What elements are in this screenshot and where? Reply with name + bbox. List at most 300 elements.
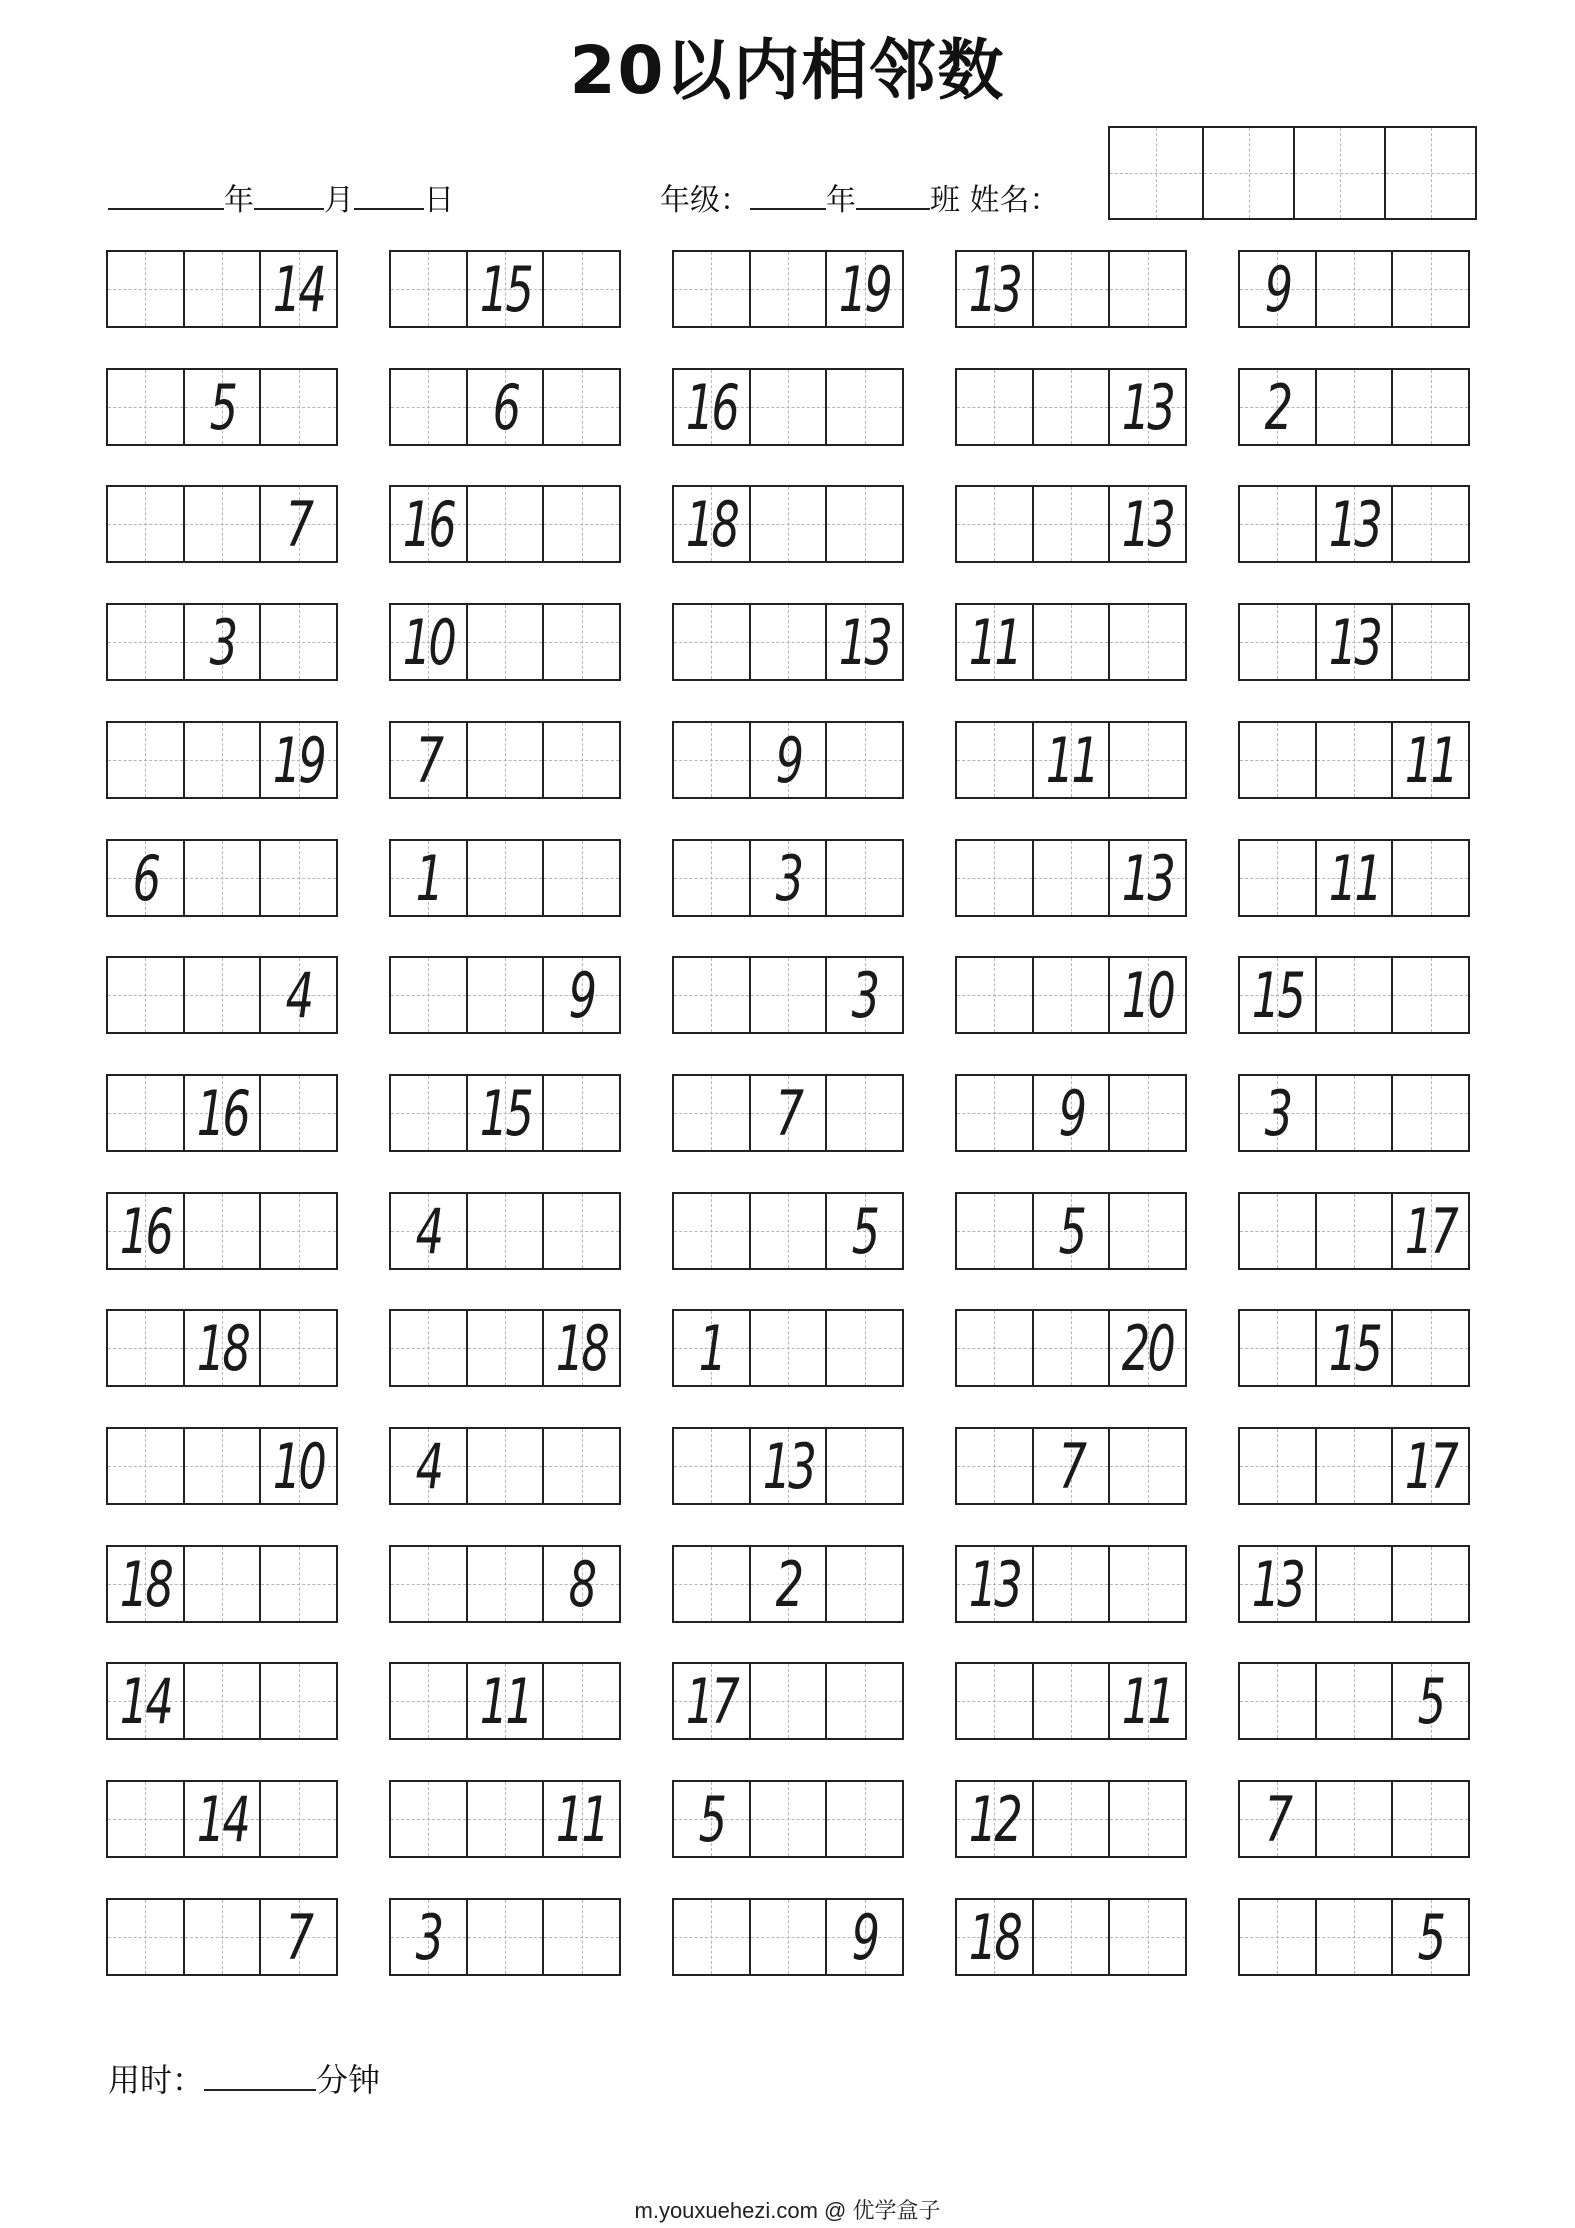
given-number-cell (957, 1547, 1032, 1621)
answer-cell[interactable] (674, 1194, 749, 1268)
answer-cell[interactable] (108, 370, 183, 444)
answer-cell[interactable] (391, 1076, 466, 1150)
name-cell[interactable] (1293, 128, 1384, 218)
adjacent-number-box (672, 368, 904, 446)
adjacent-number-box (106, 1545, 338, 1623)
answer-cell[interactable] (674, 1429, 749, 1503)
answer-cell[interactable] (825, 1782, 902, 1856)
given-number-cell (957, 1782, 1032, 1856)
answer-cell[interactable] (542, 1664, 619, 1738)
answer-cell[interactable] (183, 841, 260, 915)
answer-cell[interactable] (1108, 252, 1185, 326)
answer-cell[interactable] (466, 1547, 543, 1621)
answer-cell[interactable] (1108, 723, 1185, 797)
answer-cell[interactable] (1391, 370, 1468, 444)
given-number-cell (391, 487, 466, 561)
adjacent-number-box (672, 1545, 904, 1623)
given-number-cell (825, 958, 902, 1032)
adjacent-number-box (672, 603, 904, 681)
given-number-cell (259, 958, 336, 1032)
given-number-cell (391, 1900, 466, 1974)
answer-cell[interactable] (1108, 1547, 1185, 1621)
given-number: 11 (1405, 723, 1457, 797)
answer-cell[interactable] (466, 1900, 543, 1974)
given-number-cell (183, 1311, 260, 1385)
answer-cell[interactable] (542, 1900, 619, 1974)
answer-cell[interactable] (466, 1194, 543, 1268)
adjacent-number-box (389, 1074, 621, 1152)
answer-cell[interactable] (1391, 1076, 1468, 1150)
answer-cell[interactable] (1391, 958, 1468, 1032)
given-number: 10 (1122, 958, 1174, 1032)
given-number-cell (542, 958, 619, 1032)
adjacent-number-box (106, 1192, 338, 1270)
adjacent-number-box (106, 1074, 338, 1152)
given-number: 15 (1328, 1311, 1380, 1385)
answer-cell[interactable] (1391, 487, 1468, 561)
answer-cell[interactable] (1315, 1664, 1392, 1738)
answer-cell[interactable] (183, 723, 260, 797)
given-number: 15 (1251, 958, 1303, 1032)
answer-cell[interactable] (1391, 1311, 1468, 1385)
adjacent-number-box (389, 1427, 621, 1505)
name-cell[interactable] (1384, 128, 1475, 218)
answer-cell[interactable] (183, 1900, 260, 1974)
given-number-cell (1391, 1429, 1468, 1503)
given-number: 7 (1058, 1429, 1084, 1503)
given-number-cell (542, 1311, 619, 1385)
given-number: 13 (1122, 841, 1174, 915)
given-number-cell (825, 605, 902, 679)
given-number-cell (749, 723, 826, 797)
given-number-cell (183, 605, 260, 679)
answer-cell[interactable] (674, 605, 749, 679)
adjacent-number-box (1238, 839, 1470, 917)
given-number-cell (1108, 370, 1185, 444)
name-cell[interactable] (1202, 128, 1293, 218)
answer-cell[interactable] (1315, 252, 1392, 326)
given-number: 5 (1058, 1194, 1084, 1268)
answer-cell[interactable] (1315, 1782, 1392, 1856)
answer-cell[interactable] (674, 1900, 749, 1974)
adjacent-number-box (106, 603, 338, 681)
adjacent-number-box (955, 485, 1187, 563)
year-label: 年 (224, 183, 254, 218)
given-number-cell (749, 1076, 826, 1150)
answer-cell[interactable] (183, 1547, 260, 1621)
answer-cell[interactable] (391, 958, 466, 1032)
given-number-cell (957, 1900, 1032, 1974)
answer-cell[interactable] (749, 487, 826, 561)
answer-cell[interactable] (957, 958, 1032, 1032)
answer-cell[interactable] (542, 370, 619, 444)
adjacent-number-box (389, 1780, 621, 1858)
answer-cell[interactable] (542, 841, 619, 915)
adjacent-number-box (955, 603, 1187, 681)
answer-cell[interactable] (1032, 1664, 1109, 1738)
adjacent-number-box (1238, 1074, 1470, 1152)
given-number: 14 (119, 1664, 171, 1738)
grade-blank[interactable] (750, 182, 826, 210)
answer-cell[interactable] (542, 1429, 619, 1503)
given-number: 16 (685, 370, 737, 444)
given-number-cell (1391, 723, 1468, 797)
adjacent-number-box (672, 721, 904, 799)
given-number: 11 (479, 1664, 531, 1738)
answer-cell[interactable] (1032, 1311, 1109, 1385)
answer-cell[interactable] (1032, 1547, 1109, 1621)
given-number: 9 (1058, 1076, 1084, 1150)
answer-cell[interactable] (183, 252, 260, 326)
answer-cell[interactable] (1315, 370, 1392, 444)
answer-cell[interactable] (674, 841, 749, 915)
answer-cell[interactable] (466, 723, 543, 797)
answer-cell[interactable] (108, 1311, 183, 1385)
given-number: 5 (851, 1194, 878, 1268)
adjacent-number-box (1238, 250, 1470, 328)
answer-cell[interactable] (674, 1547, 749, 1621)
answer-cell[interactable] (183, 487, 260, 561)
given-number-cell (108, 841, 183, 915)
given-number: 18 (556, 1311, 608, 1385)
adjacent-number-box (955, 1780, 1187, 1858)
answer-cell[interactable] (674, 723, 749, 797)
answer-cell[interactable] (259, 1311, 336, 1385)
answer-cell[interactable] (1108, 1782, 1185, 1856)
day-label: 日 (424, 183, 454, 218)
given-number: 8 (568, 1547, 595, 1621)
answer-cell[interactable] (1391, 605, 1468, 679)
answer-cell[interactable] (1032, 958, 1109, 1032)
given-number-cell (1108, 841, 1185, 915)
adjacent-number-box (106, 1662, 338, 1740)
given-number: 11 (1122, 1664, 1174, 1738)
answer-cell[interactable] (259, 1547, 336, 1621)
answer-cell[interactable] (749, 1900, 826, 1974)
given-number-cell (749, 841, 826, 915)
answer-cell[interactable] (957, 723, 1032, 797)
given-number: 18 (968, 1900, 1020, 1974)
answer-cell[interactable] (1240, 1194, 1315, 1268)
answer-cell[interactable] (1108, 1194, 1185, 1268)
answer-cell[interactable] (391, 1782, 466, 1856)
answer-cell[interactable] (825, 1664, 902, 1738)
given-number: 3 (415, 1900, 442, 1974)
answer-cell[interactable] (749, 1782, 826, 1856)
answer-cell[interactable] (1240, 487, 1315, 561)
answer-cell[interactable] (825, 1076, 902, 1150)
adjacent-number-box (106, 1780, 338, 1858)
answer-cell[interactable] (1240, 605, 1315, 679)
adjacent-number-box (672, 1309, 904, 1387)
given-number: 15 (479, 1076, 531, 1150)
answer-cell[interactable] (466, 1782, 543, 1856)
given-number-cell (749, 1429, 826, 1503)
given-number: 17 (1405, 1429, 1457, 1503)
given-number: 5 (209, 370, 235, 444)
given-number-cell (1315, 487, 1392, 561)
adjacent-number-box (955, 250, 1187, 328)
given-number: 2 (775, 1547, 801, 1621)
answer-cell[interactable] (466, 605, 543, 679)
given-number-cell (825, 1900, 902, 1974)
answer-cell[interactable] (183, 1429, 260, 1503)
given-number-cell (466, 252, 543, 326)
answer-cell[interactable] (108, 1076, 183, 1150)
answer-cell[interactable] (542, 723, 619, 797)
answer-cell[interactable] (957, 1429, 1032, 1503)
adjacent-number-box (955, 1898, 1187, 1976)
answer-cell[interactable] (1315, 1076, 1392, 1150)
adjacent-number-box (106, 1309, 338, 1387)
answer-cell[interactable] (259, 1782, 336, 1856)
name-writing-boxes[interactable] (1108, 126, 1477, 220)
answer-cell[interactable] (108, 958, 183, 1032)
adjacent-number-box (955, 1545, 1187, 1623)
answer-cell[interactable] (1240, 1664, 1315, 1738)
name-label: 姓名： (969, 183, 1060, 218)
adjacent-number-box (955, 1309, 1187, 1387)
given-number-cell (108, 1194, 183, 1268)
adjacent-number-box (1238, 1545, 1470, 1623)
answer-cell[interactable] (108, 1429, 183, 1503)
answer-cell[interactable] (1391, 1782, 1468, 1856)
answer-cell[interactable] (1391, 252, 1468, 326)
given-number-cell (1240, 1547, 1315, 1621)
answer-cell[interactable] (1240, 1900, 1315, 1974)
answer-cell[interactable] (466, 1429, 543, 1503)
answer-cell[interactable] (466, 841, 543, 915)
answer-cell[interactable] (108, 1900, 183, 1974)
answer-cell[interactable] (1032, 1782, 1109, 1856)
answer-cell[interactable] (1032, 487, 1109, 561)
answer-cell[interactable] (1240, 841, 1315, 915)
answer-cell[interactable] (259, 1194, 336, 1268)
given-number-cell (183, 1076, 260, 1150)
answer-cell[interactable] (108, 605, 183, 679)
given-number-cell (674, 1664, 749, 1738)
answer-cell[interactable] (259, 841, 336, 915)
answer-cell[interactable] (1032, 841, 1109, 915)
given-number-cell (391, 841, 466, 915)
given-number: 14 (273, 252, 325, 326)
given-number-cell (1315, 1311, 1392, 1385)
given-number-cell (1032, 1194, 1109, 1268)
adjacent-number-box (389, 368, 621, 446)
answer-cell[interactable] (391, 1547, 466, 1621)
given-number: 6 (492, 370, 518, 444)
answer-cell[interactable] (466, 487, 543, 561)
year-blank[interactable] (108, 182, 224, 210)
answer-cell[interactable] (542, 1076, 619, 1150)
answer-cell[interactable] (749, 958, 826, 1032)
adjacent-number-box (106, 956, 338, 1034)
answer-cell[interactable] (391, 370, 466, 444)
answer-cell[interactable] (749, 605, 826, 679)
given-number-cell (1240, 1076, 1315, 1150)
answer-cell[interactable] (1240, 723, 1315, 797)
given-number-cell (1032, 723, 1109, 797)
given-number: 13 (762, 1429, 814, 1503)
answer-cell[interactable] (183, 958, 260, 1032)
given-number: 12 (968, 1782, 1020, 1856)
answer-cell[interactable] (1315, 723, 1392, 797)
given-number-cell (1315, 841, 1392, 915)
answer-cell[interactable] (259, 1076, 336, 1150)
answer-cell[interactable] (108, 252, 183, 326)
answer-cell[interactable] (1391, 1547, 1468, 1621)
adjacent-number-box (1238, 1780, 1470, 1858)
adjacent-number-box (672, 1780, 904, 1858)
given-number: 13 (1328, 605, 1380, 679)
adjacent-number-box (955, 1074, 1187, 1152)
time-blank[interactable] (204, 2063, 316, 2091)
answer-cell[interactable] (674, 1076, 749, 1150)
given-number-cell (674, 487, 749, 561)
class-blank[interactable] (856, 182, 930, 210)
answer-cell[interactable] (1032, 252, 1109, 326)
given-number: 4 (415, 1194, 442, 1268)
adjacent-number-box (389, 485, 621, 563)
answer-cell[interactable] (1032, 370, 1109, 444)
answer-cell[interactable] (957, 1076, 1032, 1150)
answer-cell[interactable] (749, 1194, 826, 1268)
given-number: 2 (1264, 370, 1291, 444)
answer-cell[interactable] (825, 1311, 902, 1385)
adjacent-number-box (672, 1192, 904, 1270)
adjacent-number-box (1238, 1898, 1470, 1976)
answer-cell[interactable] (1108, 1429, 1185, 1503)
answer-cell[interactable] (1108, 605, 1185, 679)
answer-cell[interactable] (825, 723, 902, 797)
answer-cell[interactable] (1240, 1311, 1315, 1385)
given-number: 7 (1264, 1782, 1291, 1856)
answer-cell[interactable] (957, 1194, 1032, 1268)
adjacent-number-box (389, 839, 621, 917)
answer-cell[interactable] (259, 605, 336, 679)
answer-cell[interactable] (825, 370, 902, 444)
answer-cell[interactable] (825, 1429, 902, 1503)
date-fields (108, 182, 454, 216)
given-number: 13 (839, 605, 891, 679)
answer-cell[interactable] (1240, 1429, 1315, 1503)
answer-cell[interactable] (1315, 1900, 1392, 1974)
given-number-cell (108, 1664, 183, 1738)
adjacent-number-box (672, 1074, 904, 1152)
month-blank[interactable] (254, 182, 324, 210)
adjacent-number-box (672, 956, 904, 1034)
adjacent-number-box (955, 721, 1187, 799)
answer-cell[interactable] (542, 1194, 619, 1268)
answer-cell[interactable] (825, 487, 902, 561)
answer-cell[interactable] (108, 1782, 183, 1856)
adjacent-number-box (1238, 1309, 1470, 1387)
answer-cell[interactable] (674, 252, 749, 326)
adjacent-number-box (1238, 485, 1470, 563)
answer-cell[interactable] (957, 841, 1032, 915)
answer-cell[interactable] (183, 1194, 260, 1268)
given-number-cell (674, 1782, 749, 1856)
answer-cell[interactable] (1315, 1547, 1392, 1621)
given-number-cell (1240, 1782, 1315, 1856)
answer-cell[interactable] (1315, 1194, 1392, 1268)
answer-cell[interactable] (108, 487, 183, 561)
answer-cell[interactable] (466, 1311, 543, 1385)
adjacent-number-box (672, 250, 904, 328)
adjacent-number-box (1238, 1427, 1470, 1505)
answer-cell[interactable] (957, 1311, 1032, 1385)
given-number-cell (1108, 1664, 1185, 1738)
answer-cell[interactable] (259, 1664, 336, 1738)
answer-cell[interactable] (1391, 841, 1468, 915)
answer-cell[interactable] (259, 370, 336, 444)
answer-cell[interactable] (542, 487, 619, 561)
answer-cell[interactable] (391, 1664, 466, 1738)
answer-cell[interactable] (749, 1311, 826, 1385)
answer-cell[interactable] (957, 487, 1032, 561)
adjacent-number-box (389, 1662, 621, 1740)
answer-cell[interactable] (674, 958, 749, 1032)
answer-cell[interactable] (1108, 1900, 1185, 1974)
answer-cell[interactable] (957, 370, 1032, 444)
given-number: 13 (968, 252, 1020, 326)
answer-cell[interactable] (1032, 605, 1109, 679)
adjacent-number-box (389, 1545, 621, 1623)
answer-cell[interactable] (749, 370, 826, 444)
given-number: 17 (1405, 1194, 1457, 1268)
given-number: 3 (1264, 1076, 1291, 1150)
answer-cell[interactable] (1108, 1076, 1185, 1150)
answer-cell[interactable] (183, 1664, 260, 1738)
given-number-cell (542, 1782, 619, 1856)
given-number: 7 (775, 1076, 801, 1150)
given-number: 15 (479, 252, 531, 326)
answer-cell[interactable] (1315, 958, 1392, 1032)
given-number-cell (391, 1194, 466, 1268)
given-number: 4 (415, 1429, 442, 1503)
answer-cell[interactable] (1315, 1429, 1392, 1503)
given-number: 10 (402, 605, 454, 679)
answer-cell[interactable] (749, 252, 826, 326)
answer-cell[interactable] (466, 958, 543, 1032)
answer-cell[interactable] (391, 1311, 466, 1385)
given-number: 7 (285, 487, 312, 561)
answer-cell[interactable] (749, 1664, 826, 1738)
answer-cell[interactable] (542, 252, 619, 326)
given-number: 11 (968, 605, 1020, 679)
day-blank[interactable] (354, 182, 424, 210)
adjacent-number-box (389, 603, 621, 681)
answer-cell[interactable] (108, 723, 183, 797)
given-number: 11 (556, 1782, 608, 1856)
answer-cell[interactable] (1032, 1900, 1109, 1974)
adjacent-number-box (955, 368, 1187, 446)
given-number: 1 (698, 1311, 725, 1385)
answer-cell[interactable] (825, 1547, 902, 1621)
answer-cell[interactable] (391, 252, 466, 326)
adjacent-number-box (106, 721, 338, 799)
answer-cell[interactable] (542, 605, 619, 679)
given-number: 16 (119, 1194, 171, 1268)
given-number-cell (1108, 1311, 1185, 1385)
given-number-cell (391, 605, 466, 679)
answer-cell[interactable] (825, 841, 902, 915)
answer-cell[interactable] (957, 1664, 1032, 1738)
adjacent-number-box (672, 1662, 904, 1740)
given-number: 9 (851, 1900, 878, 1974)
name-cell[interactable] (1110, 128, 1202, 218)
adjacent-number-box (1238, 1192, 1470, 1270)
